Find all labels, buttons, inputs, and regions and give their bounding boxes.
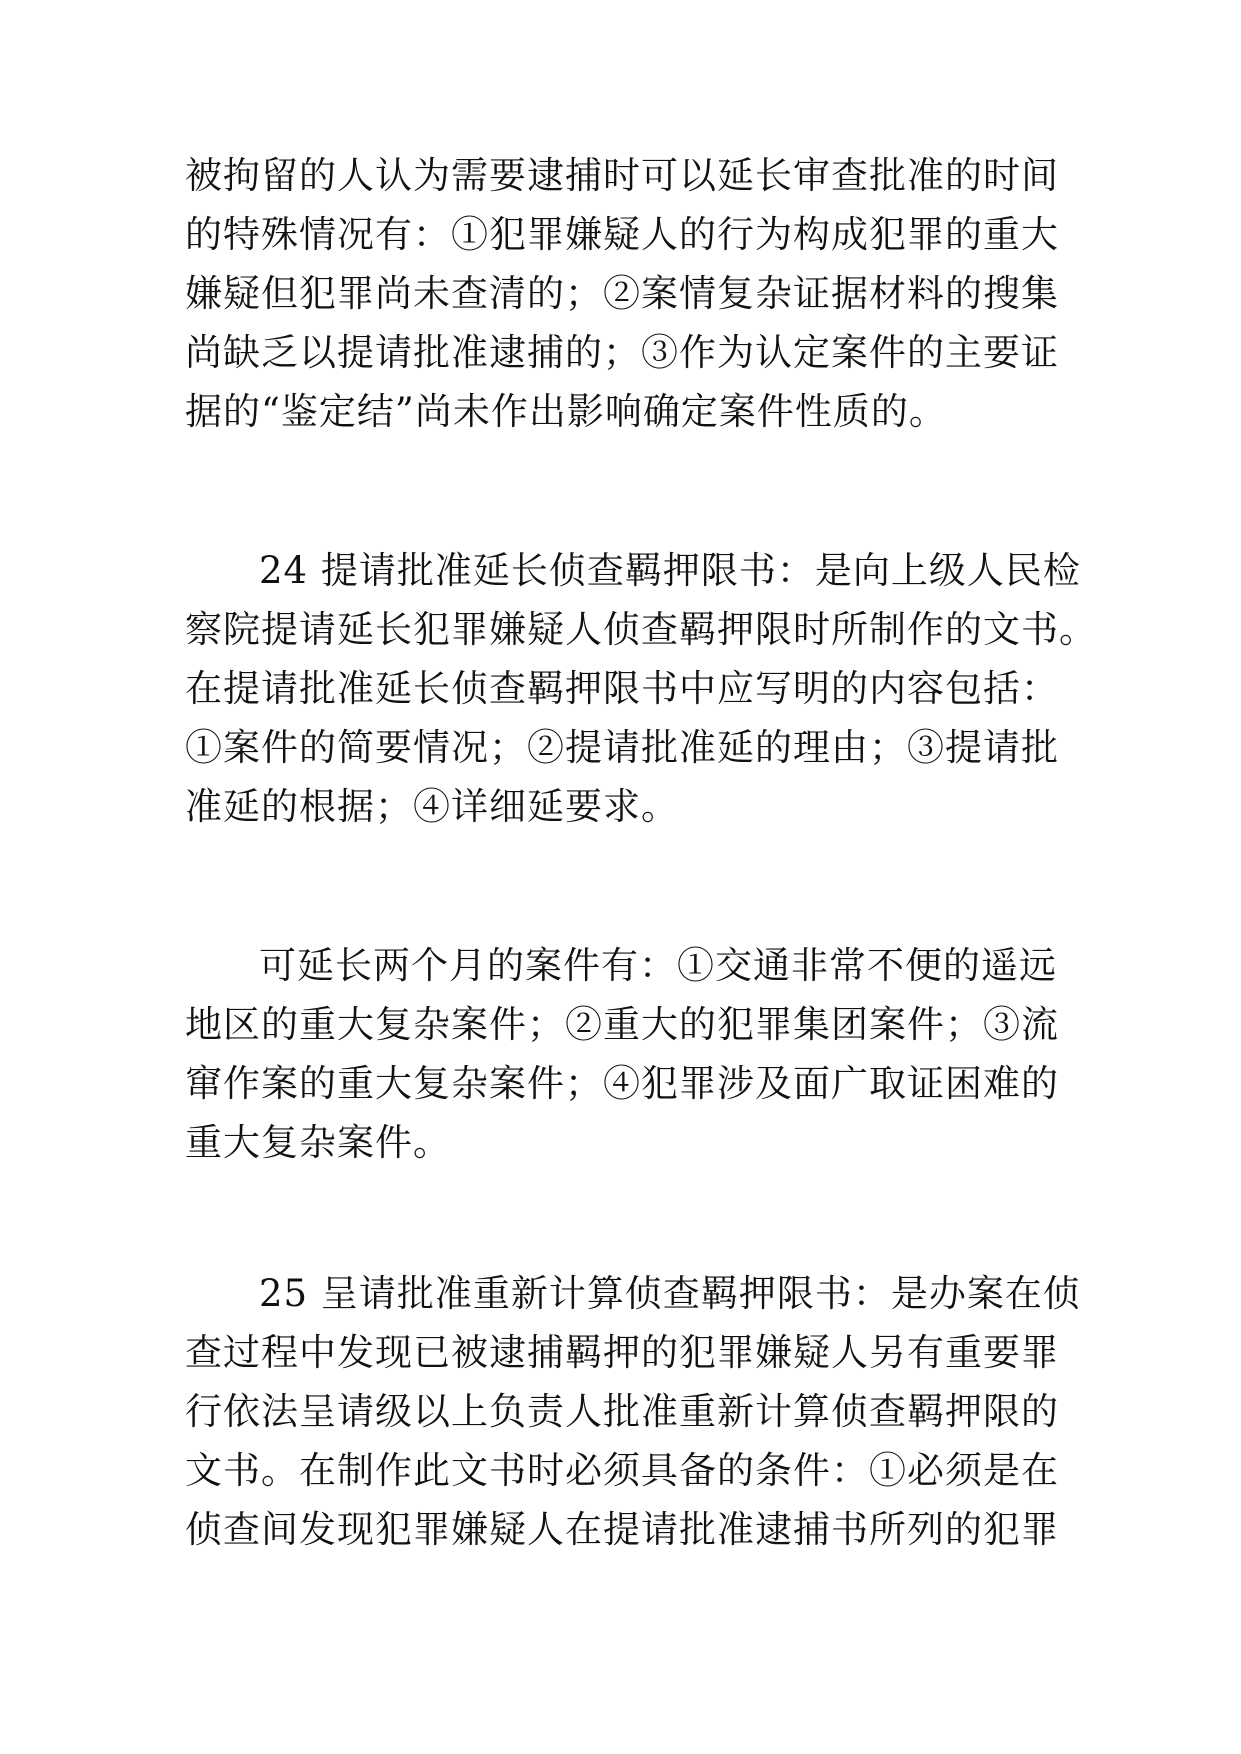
text-line: 准延的根据；④详细延要求。 [185, 785, 679, 828]
text-line: 的特殊情况有：①犯罪嫌疑人的行为构成犯罪的重大 [185, 213, 1059, 256]
text-line: 在提请批准延长侦查羁押限书中应写明的内容包括： [185, 667, 1059, 710]
paragraph-3 [185, 936, 1063, 1172]
text-line: 侦查间发现犯罪嫌疑人在提请批准逮捕书所列的犯罪 [185, 1508, 1059, 1551]
text-line: 可延长两个月的案件有：①交通非常不便的遥远 [259, 944, 1057, 987]
text-line: 查过程中发现已被逮捕羁押的犯罪嫌疑人另有重要罪 [185, 1331, 1059, 1374]
text-line: 嫌疑但犯罪尚未查清的；②案情复杂证据材料的搜集 [185, 272, 1059, 315]
text-line: 25 呈请批准重新计算侦查羁押限书：是办案在侦 [259, 1272, 1081, 1315]
text-line: 窜作案的重大复杂案件；④犯罪涉及面广取证困难的 [185, 1062, 1059, 1105]
text-line: 被拘留的人认为需要逮捕时可以延长审查批准的时间 [185, 154, 1059, 197]
text-line: 尚缺乏以提请批准逮捕的；③作为认定案件的主要证 [185, 331, 1059, 374]
text-line: 地区的重大复杂案件；②重大的犯罪集团案件；③流 [185, 1003, 1059, 1046]
text-line: 察院提请延长犯罪嫌疑人侦查羁押限时所制作的文书。 [185, 608, 1097, 651]
text-line: ①案件的简要情况；②提请批准延的理由；③提请批 [185, 726, 1059, 769]
paragraph-1 [185, 146, 1063, 441]
text-line: 重大复杂案件。 [185, 1121, 451, 1164]
text-line: 24 提请批准延长侦查羁押限书：是向上级人民检 [259, 549, 1081, 592]
paragraph-4 [185, 1264, 1081, 1559]
text-line: 文书。在制作此文书时必须具备的条件：①必须是在 [185, 1449, 1059, 1492]
paragraph-2 [185, 541, 1097, 836]
text-line: 据的“鉴定结”尚未作出影响确定案件性质的。 [185, 390, 947, 433]
text-line: 行依法呈请级以上负责人批准重新计算侦查羁押限的 [185, 1390, 1059, 1433]
